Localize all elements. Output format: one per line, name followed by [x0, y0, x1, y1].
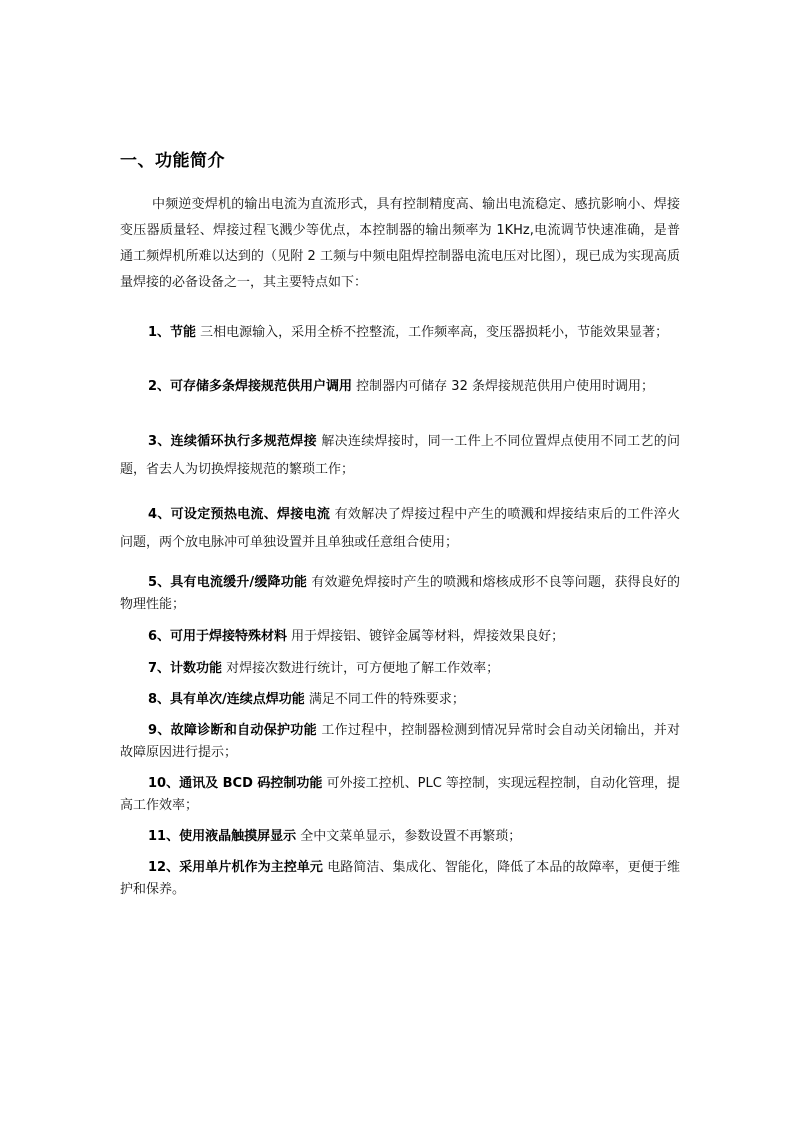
feature-item-4 — [120, 501, 680, 557]
feature-title: 7、计数功能 — [148, 661, 223, 676]
feature-title: 9、故障诊断和自动保护功能 — [148, 723, 317, 738]
feature-text: 解决连续焊接时，同一工件上不同位置焊点使用不同工艺的问题，省去人为切换焊接规范的繁琐工作； — [120, 434, 680, 477]
intro-paragraph: 中频逆变焊机的输出电流为直流形式，具有控制精度高、输出电流稳定、感抗影响小、焊接变压器质量轻、焊接过程飞溅少等优点，本控制器的输出频率为 1KHz,电流调节快速准确，是普通工频焊机所难以达到的（见附 2 工频与中频电阻焊控制器电流电压对比图），现已成为实现高质量焊接的必备设备之一，其主要特点如下： — [120, 197, 680, 290]
feature-title: 8、具有单次/连续点焊功能 — [148, 692, 305, 707]
feature-text: 全中文菜单显示，参数设置不再繁琐； — [296, 829, 522, 844]
feature-title: 12、采用单片机作为主控单元 — [148, 860, 323, 875]
feature-item-3 — [120, 428, 680, 484]
feature-item-9 — [120, 720, 680, 764]
feature-title: 2、可存储多条焊接规范供用户调用 — [148, 379, 353, 394]
feature-item-1 — [120, 322, 680, 344]
feature-item-12 — [120, 857, 680, 901]
feature-item-5 — [120, 572, 680, 616]
feature-text: 三相电源输入，采用全桥不控整流，工作频率高，变压器损耗小，节能效果显著； — [196, 325, 669, 340]
feature-title: 10、通讯及 BCD 码控制功能 — [148, 776, 323, 791]
feature-title: 11、使用液晶触摸屏显示 — [148, 829, 297, 844]
feature-title: 1、节能 — [148, 325, 197, 340]
feature-item-7 — [120, 658, 680, 680]
feature-text: 用于焊接铝、镀锌金属等材料，焊接效果良好； — [287, 629, 565, 644]
section-heading: 一、功能简介 — [120, 151, 225, 171]
feature-text: 对焊接次数进行统计，可方便地了解工作效率； — [222, 661, 500, 676]
feature-title: 6、可用于焊接特殊材料 — [148, 629, 288, 644]
feature-text: 有效避免焊接时产生的喷溅和熔核成形不良等问题，获得良好的物理性能； — [120, 575, 681, 612]
feature-text: 可外接工控机、PLC 等控制，实现远程控制，自动化管理，提高工作效率； — [120, 776, 680, 813]
feature-text: 有效解决了焊接过程中产生的喷溅和焊接结束后的工件淬火问题，两个放电脉冲可单独设置并且单独或任意组合使用； — [120, 507, 680, 550]
feature-item-8 — [120, 689, 680, 711]
feature-item-6 — [120, 626, 680, 648]
feature-text: 满足不同工件的特殊要求； — [304, 692, 465, 707]
feature-item-2 — [120, 376, 680, 398]
feature-title: 4、可设定预热电流、焊接电流 — [148, 507, 331, 522]
feature-item-10 — [120, 773, 680, 817]
feature-item-11 — [120, 826, 680, 848]
feature-title: 3、连续循环执行多规范焊接 — [148, 434, 317, 449]
feature-text: 控制器内可储存 32 条焊接规范供用户使用时调用； — [352, 379, 654, 394]
feature-text: 电路简洁、集成化、智能化，降低了本品的故障率，更便于维护和保养。 — [120, 860, 680, 897]
feature-text: 工作过程中，控制器检测到情况异常时会自动关闭输出，并对故障原因进行提示； — [120, 723, 680, 760]
feature-title: 5、具有电流缓升/缓降功能 — [148, 575, 308, 590]
